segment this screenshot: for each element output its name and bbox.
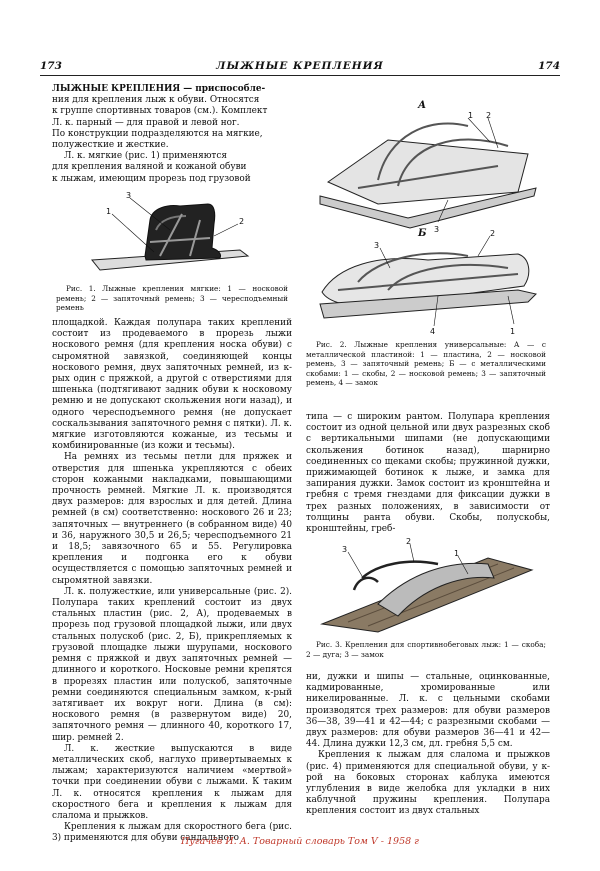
boot-shape [145,204,221,260]
figure-1-soft-binding [90,190,250,280]
body-left-p4: Л. к. жесткие выпускаются в виде металлических скоб, наглухо привертываемых к лыжам; характеризуются наличием «мертвой» точки при соединении обуви с лыжами. К таким Л. к. относятся крепления к лыжам для скоростного бега и крепления к лыжам для слалома и прыжков. [52,743,292,821]
page-number-right: 174 [538,60,560,72]
fig2-label-b: Б [418,228,427,239]
fig1-label-3: 3 [126,191,132,200]
running-title: ЛЫЖНЫЕ КРЕПЛЕНИЯ [216,60,384,72]
fig3-caption-text: Рис. 3. Крепления для спортивнобеговых лыж: 1 — скоба; 2 — дуга; 3 — замок [306,640,546,659]
body-left-p3: Л. к. полужесткие, или универсальные (рис. 2). Полупара таких креплений состоит из двух стальных пластин (рис. 2, А), продеваемых в прорезь под грузовой площадкой лыжи, или двух стальных полускоб (рис. 2, Б), прикрепляемых к грузовой площадке лыжи шурупами, носкового ремня с пряжкой и двух запяточных ремней — длинного и короткого. Носковые ремни крепятся в прорезях пластин или полускоб, запяточные ремни соединяются специальным замком, к-рый затягивает их вокруг ноги. Длина (в см): носкового ремня (в развернутом виде) 20, запяточного ремня — длинного 40, короткого 17, шир. ремней 2. [52,586,292,743]
figure-3-racing-binding [318,534,540,634]
page-header [40,60,560,74]
fig3-label-1: 1 [454,549,460,558]
body-left-p2: На ремнях из тесьмы петли для пряжек и отверстия для шпенька укрепляются с обеих сторон кожаными накладками, повышающими прочность ремней. Мягкие Л. к. производятся двух размеров: для взрослых и для детей. Длина ремней (в см) соответственно: носкового 26 и 23; запяточных — внутреннего (в собранном виде) 40 и 36, наружного 30,5 и 26,5; чересподъемного 21 и 18,5; завязочного 65 и 55. Регулировка крепления и подгонка его к обуви осуществляется с помощью запяточных ремней и сыромятной завязки. [52,452,292,586]
fig3-label-2: 2 [406,537,412,546]
intro-line-1: ЛЫЖНЫЕ КРЕПЛЕНИЯ — приспособле- [52,84,266,94]
figure-1-caption [56,284,288,313]
article-body-right-1 [306,412,550,535]
intro-line-2: ния для крепления лыж к обуви. Относятся [52,95,260,106]
intro-line-6: полужесткие и жесткие. [52,140,169,151]
fig1-label-2: 2 [239,217,245,226]
intro-line-7: Л. к. мягкие (рис. 1) применяются [64,151,227,162]
fig2a-label-1: 1 [468,111,474,120]
article-body-left [52,318,292,845]
body-right-p3: Крепления к лыжам для слалома и прыжков (рис. 4) применяются для специальной обуви, у к-рой на боковых сторонах каблука имеются углубления в виде желобка для укладки в них каблучной пружины крепления. Полупара крепления состоит из двух стальных [306,750,550,817]
body-right-p1: типа — с широким рантом. Полупара крепления состоит из одной цельной или двух разрезных скоб с вертикальными шипами (не допускающими скольжения ботинок назад), шарнирно соединенных со щеками скобы; пружинной дужки, прижимающей ботинок к лыже, и замка для запирания дужки. Замок состоит из кронштейна и гребня с тремя гнездами для фиксации дужки в трех разных положениях, в зависимости от толщины ранта обуви. Скобы, полускобы, кронштейны, греб- [306,412,550,535]
body-right-p2: ни, дужки и шипы — стальные, оцинкованные, кадмированные, хромированные или никелированные. Л. к. с цельными скобами производятся трех размеров: для обуви размеров 36—38, 39—41 и 42—44; с разрезными скобами — двух размеров: для обуви размеров 36—41 и 42—44. Длина дужки 12,3 см, дл. гребня 5,5 см. [306,672,550,750]
figure-3-caption [306,640,546,659]
fig2-caption-text: Рис. 2. Лыжные крепления универсальные: А — с металлической пластиной: 1 — пластина, 2 — носковой ремень, 3 — запяточный ремень; Б — с металлическими скобами: 1 — скобы, 2 — носковой ремень; 3 — запяточный ремень, 4 — замок [306,340,546,388]
fig2a-label-2: 2 [486,111,492,120]
fig2-label-a: А [418,100,427,111]
article-body-right-2 [306,672,550,818]
article-intro [52,84,292,185]
fig1-label-1: 1 [106,207,112,216]
fig1-caption-text: Рис. 1. Лыжные крепления мягкие: 1 — носковой ремень; 2 — запяточный ремень; 3 — чересподъемный ремень [56,284,288,313]
fig2b-label-2: 2 [490,229,496,238]
fig3-label-3: 3 [342,545,348,554]
intro-line-8: для крепления валяной и кожаной обуви [52,162,247,173]
intro-line-3: к группе спортивных товаров (см.). Комплект [52,106,268,117]
header-rule [40,75,560,76]
page-number-left: 173 [40,60,62,72]
figure-2-universal-binding [318,96,540,336]
intro-line-4: Л. к. парный — для правой и левой ног. [52,117,240,128]
fig2a-label-3: 3 [434,225,440,234]
fig2b-label-4: 4 [430,327,436,336]
fig2a-plate [328,140,528,204]
figure-2-caption [306,340,546,388]
fig3-ski [322,558,532,632]
intro-line-5: По конструкции подразделяются на мягкие, [52,128,263,139]
fig2b-label-3: 3 [374,241,380,250]
fig2b-label-1: 1 [510,327,516,336]
footer-credit: Пугачёв И. А. Товарный словарь Том V - 1958 г [181,836,419,847]
body-left-p5: Крепления к лыжам для скоростного бега (рис. 3) применяются для обуви сандального [52,822,292,844]
intro-line-9: к лыжам, имеющим прорезь под грузовой [52,173,251,184]
body-left-p1: площадкой. Каждая полупара таких креплений состоит из продеваемого в прорезь лыжи носкового ремня (для крепления носка обуви) с сыромятной завязкой, соединяющей концы носкового ремня, двух запяточных ремней, из к-рых один с пряжкой, а другой с отверстиями для шпенька (подтягивают задник обуви к носковому ремню и не допускают скольжения ноги назад), и одного чересподъемного ремня (не допускает соскальзывания запяточного ремня с пятки). Л. к. мягкие изготовляются кожаные, из тесьмы и комбинированные (из кожи и тесьмы). [52,318,292,452]
